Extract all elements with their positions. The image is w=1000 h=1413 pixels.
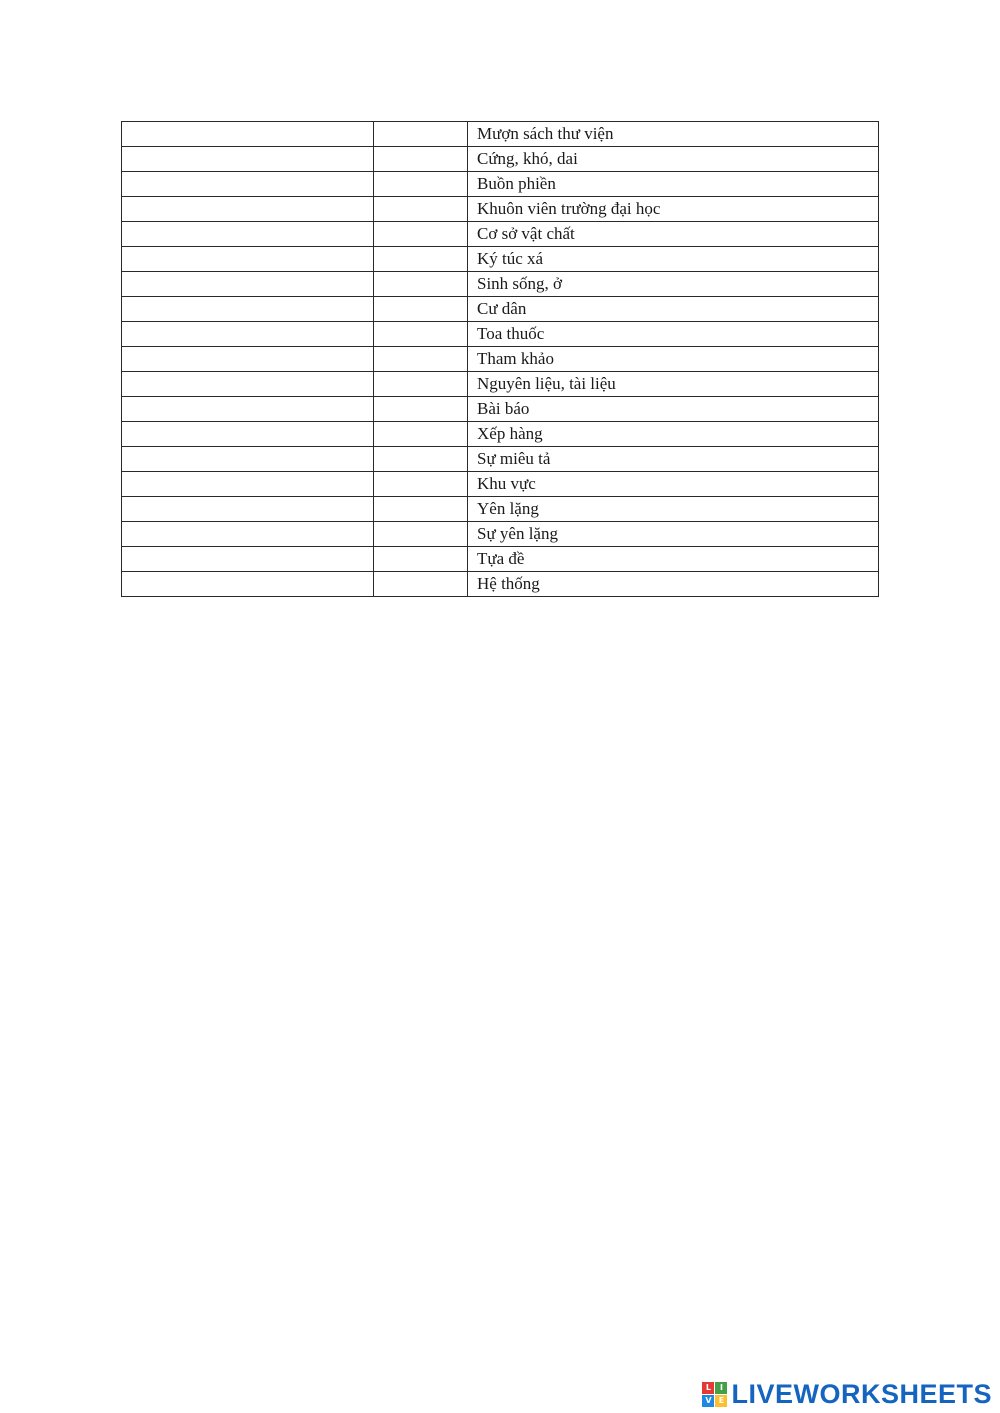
liveworksheets-watermark bbox=[702, 1381, 992, 1407]
vocab-word-cell[interactable] bbox=[122, 172, 374, 197]
word-type-cell[interactable] bbox=[374, 322, 468, 347]
word-type-cell[interactable] bbox=[374, 197, 468, 222]
meaning-cell: Hệ thống bbox=[468, 572, 879, 597]
meaning-cell: Nguyên liệu, tài liệu bbox=[468, 372, 879, 397]
table-row bbox=[122, 447, 879, 472]
meaning-cell: Tham khảo bbox=[468, 347, 879, 372]
meaning-cell: Sinh sống, ở bbox=[468, 272, 879, 297]
table-row bbox=[122, 422, 879, 447]
meaning-cell: Buồn phiền bbox=[468, 172, 879, 197]
word-type-cell[interactable] bbox=[374, 497, 468, 522]
table-row bbox=[122, 122, 879, 147]
word-type-cell[interactable] bbox=[374, 447, 468, 472]
table-row bbox=[122, 197, 879, 222]
table-row bbox=[122, 247, 879, 272]
table-row bbox=[122, 172, 879, 197]
meaning-cell: Cơ sở vật chất bbox=[468, 222, 879, 247]
meaning-cell: Khuôn viên trường đại học bbox=[468, 197, 879, 222]
table-row bbox=[122, 397, 879, 422]
word-type-cell[interactable] bbox=[374, 522, 468, 547]
table-row bbox=[122, 472, 879, 497]
meaning-cell: Cư dân bbox=[468, 297, 879, 322]
table-row bbox=[122, 497, 879, 522]
word-type-cell[interactable] bbox=[374, 372, 468, 397]
table-row bbox=[122, 272, 879, 297]
vocab-word-cell[interactable] bbox=[122, 422, 374, 447]
meaning-cell: Bài báo bbox=[468, 397, 879, 422]
vocab-word-cell[interactable] bbox=[122, 522, 374, 547]
meaning-cell: Tựa đề bbox=[468, 547, 879, 572]
meaning-cell: Ký túc xá bbox=[468, 247, 879, 272]
table-row bbox=[122, 297, 879, 322]
meaning-cell: Sự miêu tả bbox=[468, 447, 879, 472]
vocab-word-cell[interactable] bbox=[122, 247, 374, 272]
vocab-word-cell[interactable] bbox=[122, 222, 374, 247]
word-type-cell[interactable] bbox=[374, 247, 468, 272]
vocab-word-cell[interactable] bbox=[122, 497, 374, 522]
table-row bbox=[122, 572, 879, 597]
vocab-word-cell[interactable] bbox=[122, 472, 374, 497]
liveworksheets-wordmark: LIVEWORKSHEETS bbox=[731, 1379, 992, 1409]
word-type-cell[interactable] bbox=[374, 547, 468, 572]
table-row bbox=[122, 372, 879, 397]
word-type-cell[interactable] bbox=[374, 272, 468, 297]
word-type-cell[interactable] bbox=[374, 172, 468, 197]
liveworksheets-logo-icon bbox=[702, 1382, 727, 1407]
word-type-cell[interactable] bbox=[374, 147, 468, 172]
vocab-word-cell[interactable] bbox=[122, 122, 374, 147]
table-row bbox=[122, 147, 879, 172]
vocab-word-cell[interactable] bbox=[122, 197, 374, 222]
vocab-word-cell[interactable] bbox=[122, 447, 374, 472]
word-type-cell[interactable] bbox=[374, 397, 468, 422]
logo-letter: I bbox=[715, 1382, 727, 1394]
table-row bbox=[122, 322, 879, 347]
vocab-word-cell[interactable] bbox=[122, 272, 374, 297]
word-type-cell[interactable] bbox=[374, 347, 468, 372]
vocab-word-cell[interactable] bbox=[122, 572, 374, 597]
word-type-cell[interactable] bbox=[374, 472, 468, 497]
logo-letter: V bbox=[702, 1395, 714, 1407]
meaning-cell: Toa thuốc bbox=[468, 322, 879, 347]
vocab-word-cell[interactable] bbox=[122, 297, 374, 322]
logo-letter: L bbox=[702, 1382, 714, 1394]
vocab-word-cell[interactable] bbox=[122, 372, 374, 397]
logo-letter: E bbox=[715, 1395, 727, 1407]
word-type-cell[interactable] bbox=[374, 297, 468, 322]
table-row bbox=[122, 222, 879, 247]
vocab-word-cell[interactable] bbox=[122, 547, 374, 572]
vocab-word-cell[interactable] bbox=[122, 397, 374, 422]
vocabulary-table-body bbox=[122, 122, 879, 597]
vocabulary-table bbox=[121, 121, 879, 597]
table-row bbox=[122, 522, 879, 547]
vocab-word-cell[interactable] bbox=[122, 147, 374, 172]
word-type-cell[interactable] bbox=[374, 122, 468, 147]
meaning-cell: Mượn sách thư viện bbox=[468, 122, 879, 147]
meaning-cell: Xếp hàng bbox=[468, 422, 879, 447]
meaning-cell: Cứng, khó, dai bbox=[468, 147, 879, 172]
table-row bbox=[122, 347, 879, 372]
table-row bbox=[122, 547, 879, 572]
word-type-cell[interactable] bbox=[374, 572, 468, 597]
meaning-cell: Yên lặng bbox=[468, 497, 879, 522]
meaning-cell: Khu vực bbox=[468, 472, 879, 497]
vocab-word-cell[interactable] bbox=[122, 322, 374, 347]
vocab-word-cell[interactable] bbox=[122, 347, 374, 372]
word-type-cell[interactable] bbox=[374, 422, 468, 447]
word-type-cell[interactable] bbox=[374, 222, 468, 247]
meaning-cell: Sự yên lặng bbox=[468, 522, 879, 547]
